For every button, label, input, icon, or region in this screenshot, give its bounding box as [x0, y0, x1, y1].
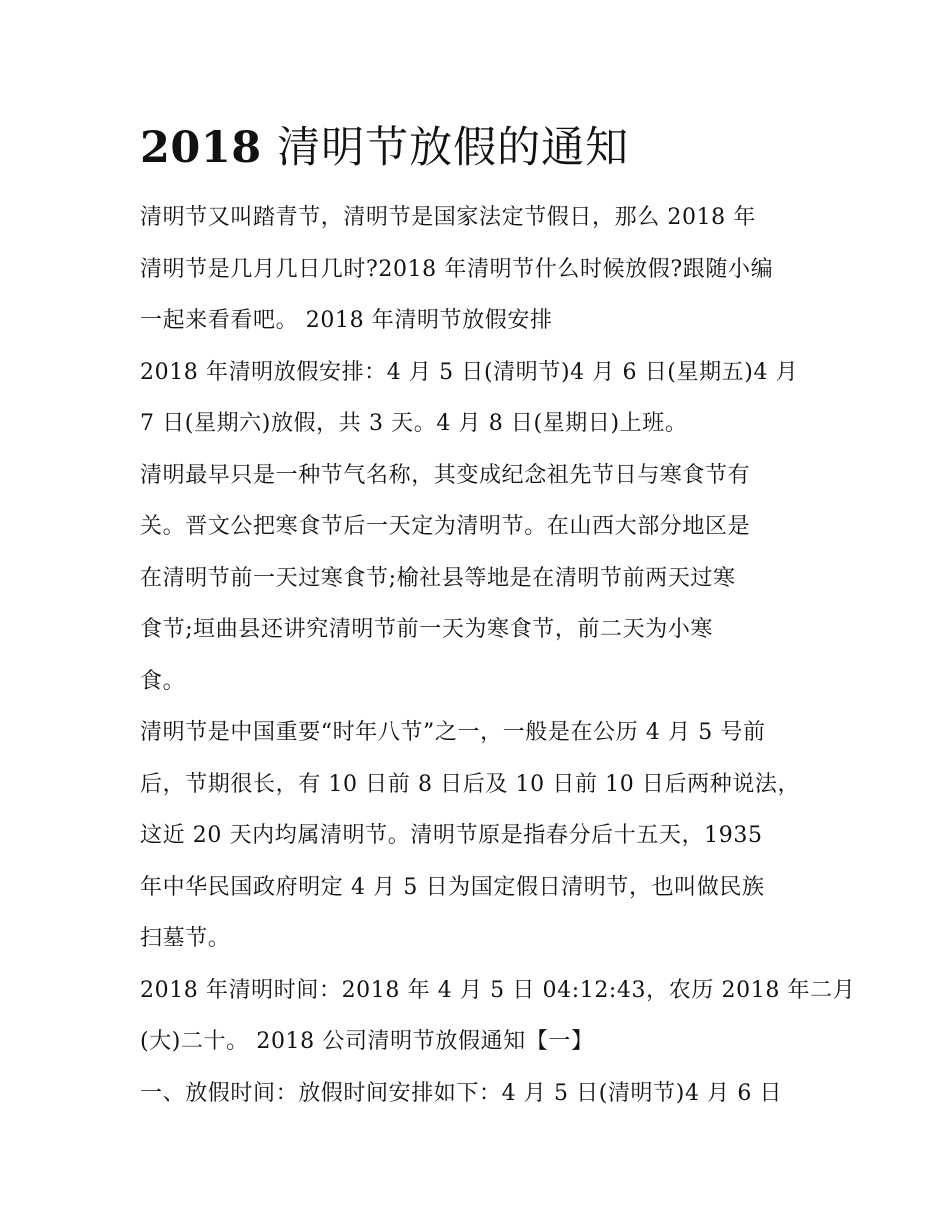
paragraph-intro	[140, 192, 815, 347]
text-line: 一起来看看吧。 2018 年清明节放假安排	[140, 308, 553, 333]
text-line: 关。晋文公把寒食节后一天定为清明节。在山西大部分地区是	[140, 514, 751, 539]
text-line: 扫墓节。	[140, 926, 231, 951]
text-line: 清明节是几月几日几时?2018 年清明节什么时候放假?跟随小编	[140, 256, 774, 282]
document-title	[140, 118, 815, 178]
paragraph-holiday-schedule	[140, 347, 815, 450]
text-line: 清明最早只是一种节气名称，其变成纪念祖先节日与寒食节有	[140, 462, 751, 488]
document-body	[140, 118, 856, 1119]
text-line: 一、放假时间：放假时间安排如下：4 月 5 日(清明节)4 月 6 日	[140, 1080, 783, 1106]
text-line: 食节;垣曲县还讲究清明节前一天为寒食节，前二天为小寒	[140, 617, 714, 642]
text-line: 食。	[140, 668, 186, 694]
paragraph-company-notice	[140, 1068, 815, 1120]
text-line: 清明节是中国重要“时年八节”之一，一般是在公历 4 月 5 号前	[140, 720, 766, 745]
text-line: (大)二十。 2018 公司清明节放假通知【一】	[140, 1029, 594, 1054]
title-year: 2018	[140, 123, 262, 173]
text-line: 清明节又叫踏青节，清明节是国家法定节假日，那么 2018 年	[140, 205, 756, 230]
text-line: 后，节期很长，有 10 日前 8 日后及 10 日前 10 日后两种说法，	[140, 771, 801, 797]
text-line: 这近 20 天内均属清明节。清明节原是指春分后十五天，1935	[140, 823, 763, 848]
title-text: 清明节放假的通知	[277, 123, 630, 173]
text-line: 年中华民国政府明定 4 月 5 日为国定假日清明节，也叫做民族	[140, 874, 765, 900]
paragraph-origin	[140, 450, 815, 708]
paragraph-festival-period	[140, 707, 815, 965]
text-line: 在清明节前一天过寒食节;榆社县等地是在清明节前两天过寒	[140, 565, 736, 591]
text-line: 7 日(星期六)放假，共 3 天。4 月 8 日(星期日)上班。	[140, 411, 688, 436]
text-line: 2018 年清明时间：2018 年 4 月 5 日 04:12:43，农历 2018 年二月	[140, 977, 856, 1003]
paragraph-qingming-time	[140, 965, 856, 1068]
text-line: 2018 年清明放假安排：4 月 5 日(清明节)4 月 6 日(星期五)4 月	[140, 359, 799, 385]
